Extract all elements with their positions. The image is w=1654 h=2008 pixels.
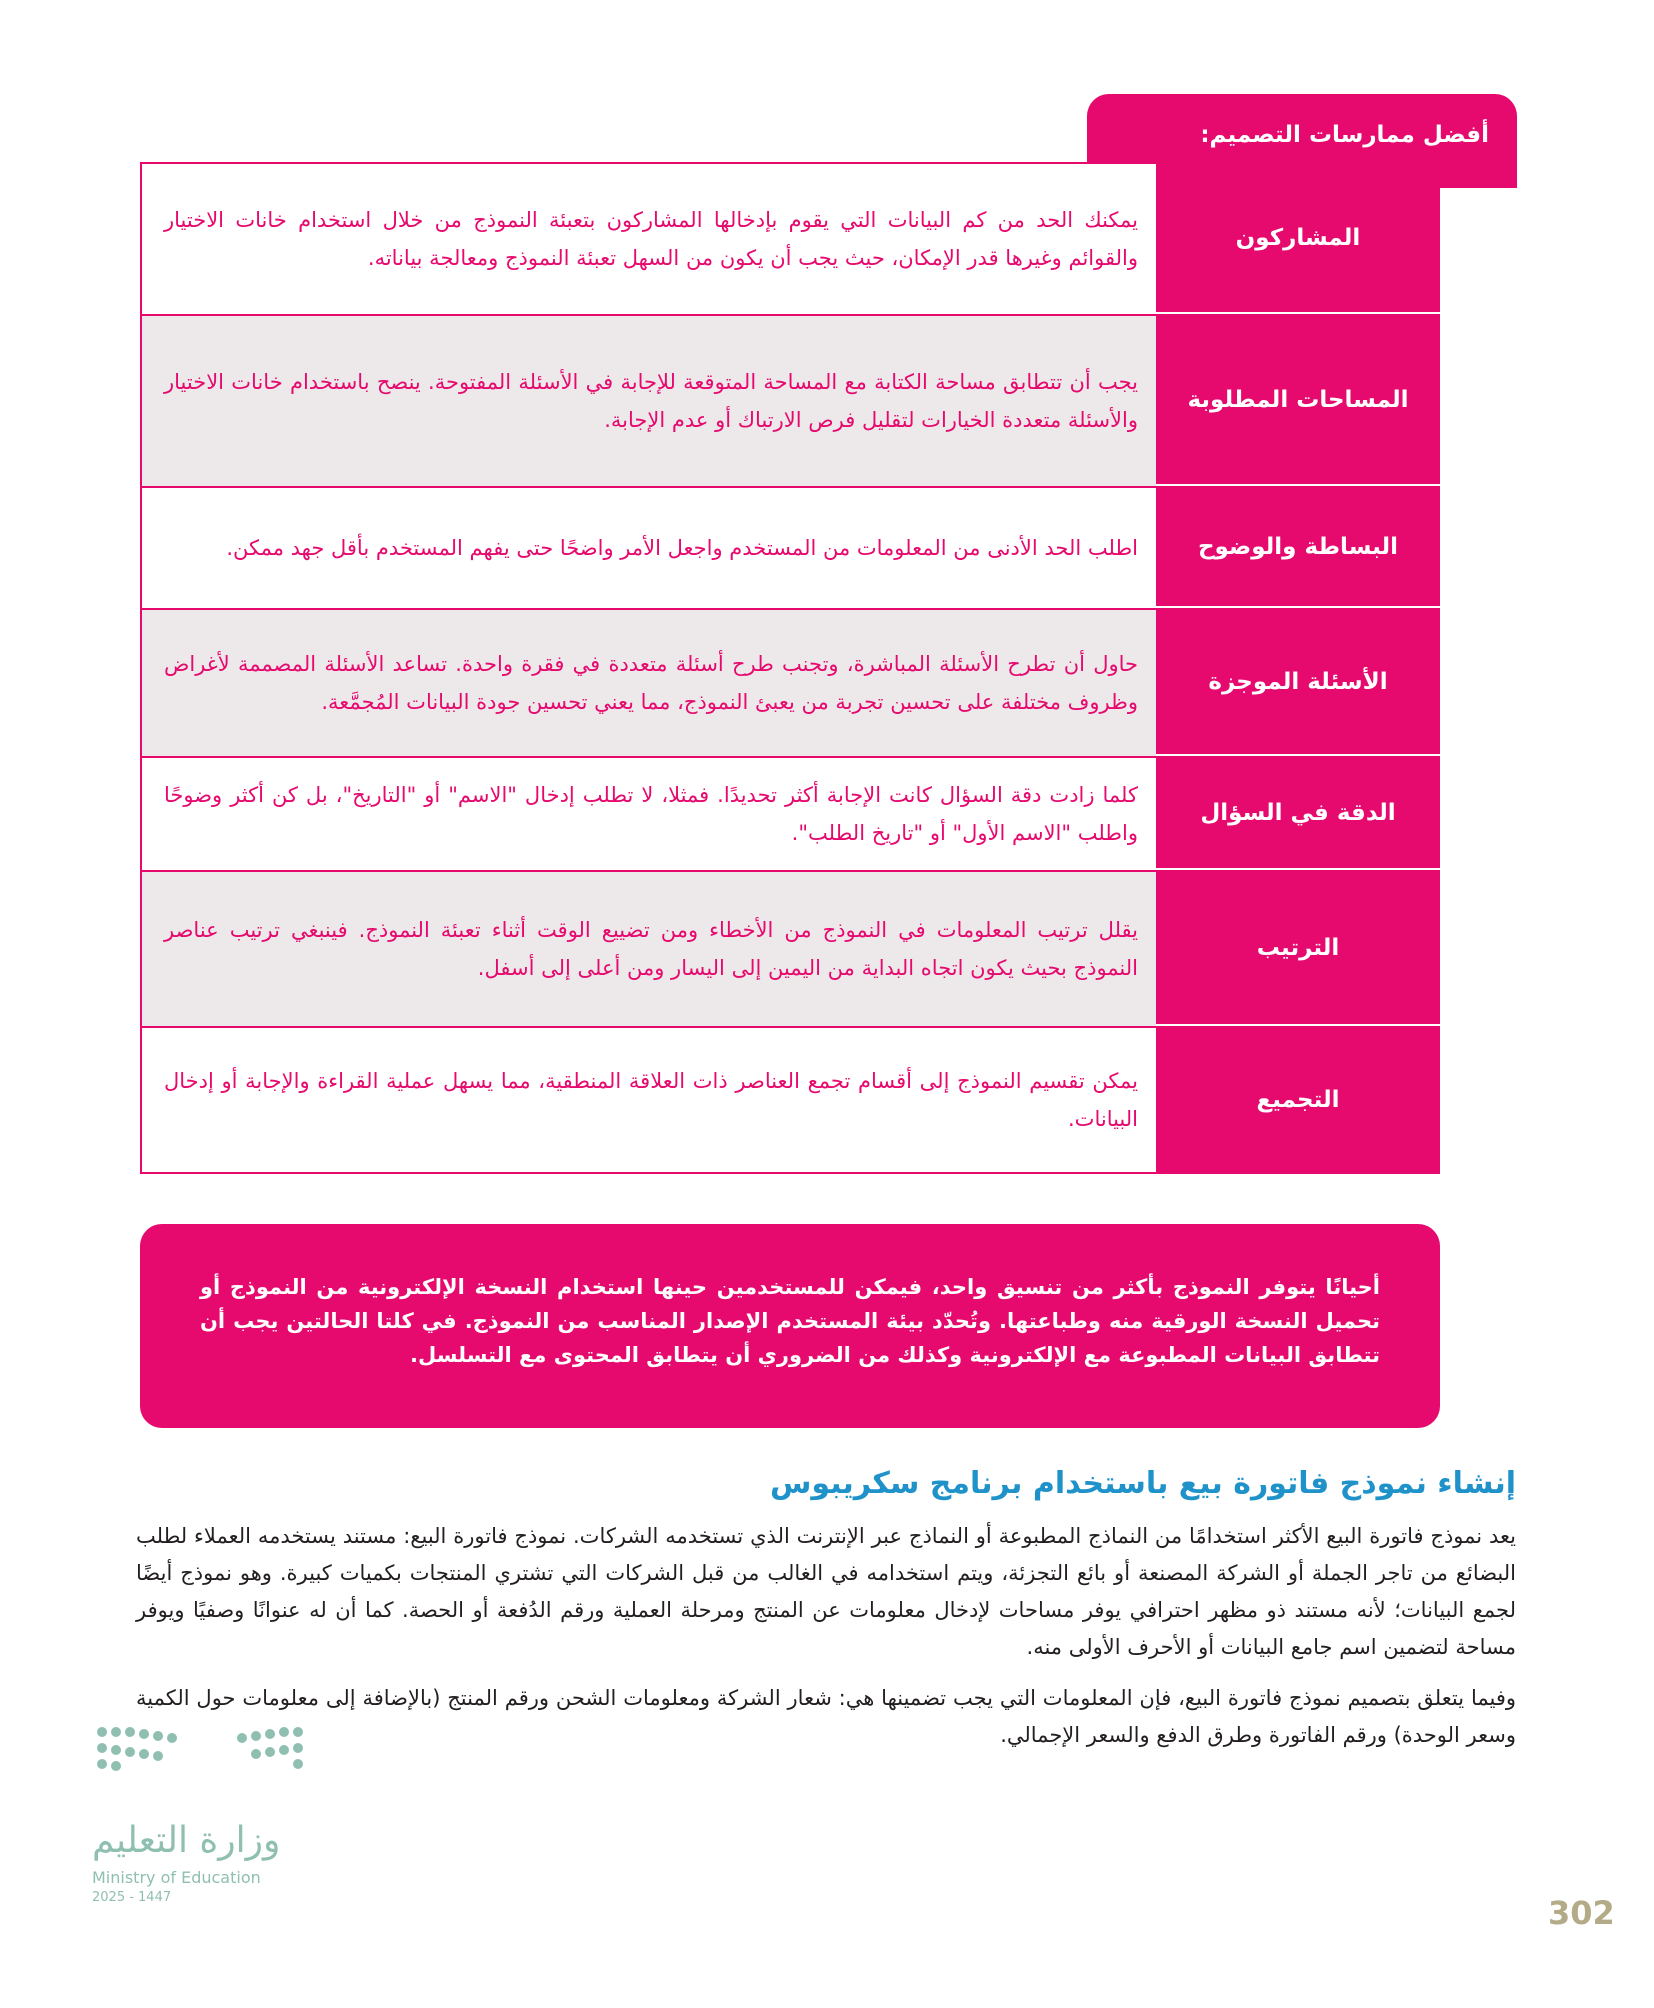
table-row bbox=[142, 610, 1440, 758]
row-description: يجب أن تتطابق مساحة الكتابة مع المساحة المتوقعة للإجابة في الأسئلة المفتوحة. ينصح باستخدام خانات الاختيار والأسئلة متعددة الخيارات لتقليل فرص الارتباك أو عدم الإجابة. bbox=[142, 316, 1156, 486]
table-row bbox=[142, 758, 1440, 872]
logo-english-text: Ministry of Education bbox=[92, 1868, 261, 1887]
table-row bbox=[142, 316, 1440, 488]
ministry-logo bbox=[92, 1720, 322, 1905]
paragraph-1: يعد نموذج فاتورة البيع الأكثر استخدامًا من النماذج المطبوعة أو النماذج عبر الإنترنت الذي تستخدمه الشركات. نموذج فاتورة البيع: مستند يستخدمه العملاء لطلب البضائع من تاجر الجملة أو الشركة المصنعة أو بائع التجزئة، ويتم استخدامه في الغالب من قبل الشركات التي تشتري المنتجات بكميات كبيرة. وهو نموذج أيضًا لجمع البيانات؛ لأنه مستند ذو مظهر احترافي يوفر مساحات لإدخال معلومات عن المنتج ومرحلة العملية ورقم الدُفعة أو الحصة. كما أن له عنوانًا وصفيًا ويوفر مساحة لتضمين اسم جامع البيانات أو الأحرف الأولى منه. bbox=[136, 1524, 1516, 1659]
best-practices-table bbox=[140, 162, 1440, 1174]
row-label: البساطة والوضوح bbox=[1156, 488, 1440, 608]
paragraph-2: وفيما يتعلق بتصميم نموذج فاتورة البيع، فإن المعلومات التي يجب تضمينها هي: شعار الشركة ومعلومات الشحن ورقم المنتج (بالإضافة إلى معلومات حول الكمية وسعر الوحدة) ورقم الفاتورة وطرق الدفع والسعر الإجمالي. bbox=[136, 1686, 1516, 1747]
row-description: اطلب الحد الأدنى من المعلومات من المستخدم واجعل الأمر واضحًا حتى يفهم المستخدم بأقل جهد ممكن. bbox=[142, 488, 1156, 608]
note-text: أحيانًا يتوفر النموذج بأكثر من تنسيق واحد، فيمكن للمستخدمين حينها استخدام النسخة الإلكترونية من النموذج أو تحميل النسخة الورقية منه وطباعتها. وتُحدّد بيئة المستخدم الإصدار المناسب من النموذج. في كلتا الحالتين يجب أن تتطابق البيانات المطبوعة مع الإلكترونية وكذلك من الضروري أن يتطابق المحتوى مع التسلسل. bbox=[200, 1275, 1380, 1367]
row-label: المشاركون bbox=[1156, 164, 1440, 314]
note-box bbox=[140, 1224, 1440, 1428]
best-practices-title: أفضل ممارسات التصميم: bbox=[1200, 122, 1489, 148]
row-description: حاول أن تطرح الأسئلة المباشرة، وتجنب طرح أسئلة متعددة في فقرة واحدة. تساعد الأسئلة المصممة لأغراض وظروف مختلفة على تحسين تجربة من يعبئ النموذج، مما يعني تحسين جودة البيانات المُجمَّعة. bbox=[142, 610, 1156, 756]
row-label: الترتيب bbox=[1156, 872, 1440, 1026]
page-number: 302 bbox=[1548, 1894, 1615, 1932]
logo-dots-icon bbox=[92, 1720, 322, 1780]
row-label: الدقة في السؤال bbox=[1156, 758, 1440, 870]
row-description: يمكنك الحد من كم البيانات التي يقوم بإدخالها المشاركون بتعبئة النموذج من خلال استخدام خانات الاختيار والقوائم وغيرها قدر الإمكان، حيث يجب أن يكون من السهل تعبئة النموذج ومعالجة بياناته. bbox=[142, 164, 1156, 314]
logo-year: 2025 - 1447 bbox=[92, 1890, 172, 1905]
row-label: المساحات المطلوبة bbox=[1156, 316, 1440, 486]
table-row bbox=[142, 164, 1440, 316]
row-description: يمكن تقسيم النموذج إلى أقسام تجمع العناصر ذات العلاقة المنطقية، مما يسهل عملية القراءة والإجابة أو إدخال البيانات. bbox=[142, 1028, 1156, 1172]
row-description: كلما زادت دقة السؤال كانت الإجابة أكثر تحديدًا. فمثلا، لا تطلب إدخال "الاسم" أو "التاريخ"، بل كن أكثر وضوحًا واطلب "الاسم الأول" أو "تاريخ الطلب". bbox=[142, 758, 1156, 870]
section-body bbox=[136, 1518, 1516, 1754]
logo-arabic-text: وزارة التعليم bbox=[92, 1820, 281, 1861]
table-row bbox=[142, 1028, 1440, 1172]
section-title: إنشاء نموذج فاتورة بيع باستخدام برنامج سكريبوس bbox=[770, 1466, 1516, 1501]
table-row bbox=[142, 872, 1440, 1028]
table-row bbox=[142, 488, 1440, 610]
row-label: التجميع bbox=[1156, 1028, 1440, 1172]
row-label: الأسئلة الموجزة bbox=[1156, 610, 1440, 756]
row-description: يقلل ترتيب المعلومات في النموذج من الأخطاء ومن تضييع الوقت أثناء تعبئة النموذج. فينبغي ترتيب عناصر النموذج بحيث يكون اتجاه البداية من اليمين إلى اليسار ومن أعلى إلى أسفل. bbox=[142, 872, 1156, 1026]
